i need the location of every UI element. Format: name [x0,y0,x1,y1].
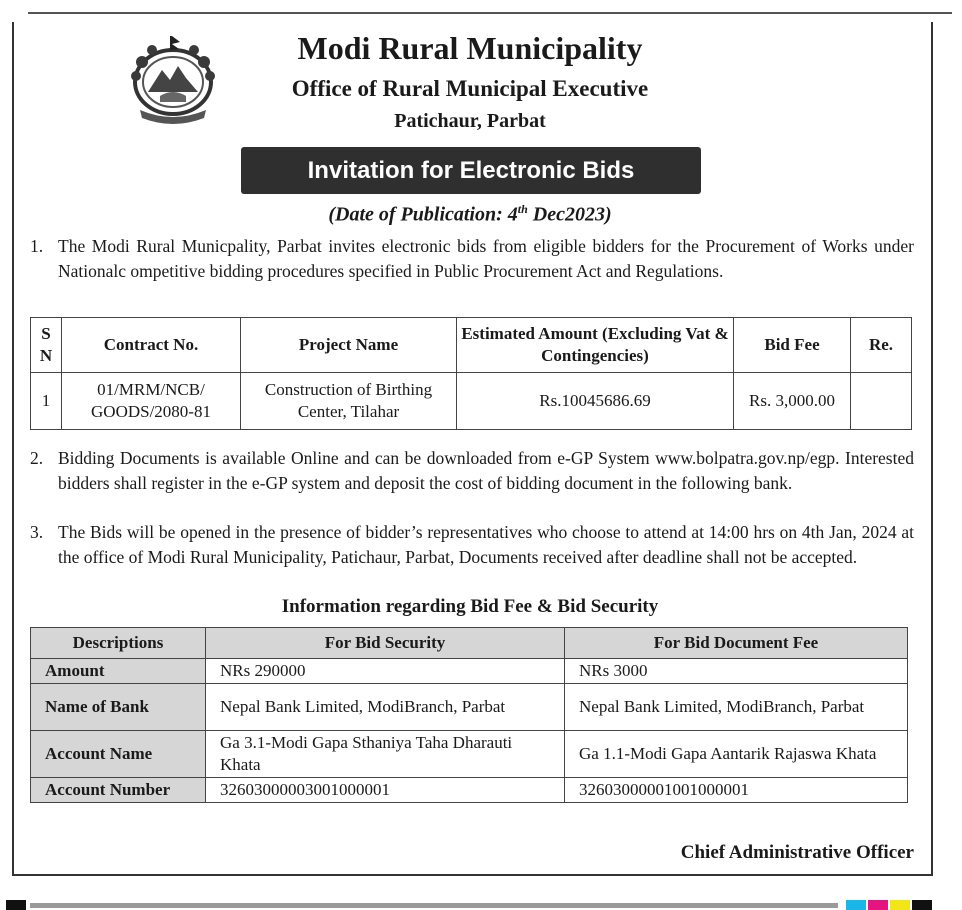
paragraph-3 [30,520,914,569]
paragraph-text: The Bids will be opened in the presence of bidder’s representatives who choose to attend at 14:00 hrs on 4th Jan, 2024 at the office of Modi Rural Municipality, Patichaur, Parbat, Documents received after deadline shall not be accepted. [58,522,914,567]
cell-bid-security: NRs 290000 [206,659,565,684]
row-label: Name of Bank [31,684,206,731]
gray-rule [30,903,838,908]
location-line: Patichaur, Parbat [394,110,546,132]
paragraph-text: The Modi Rural Municpality, Parbat invites electronic bids from eligible bidders for the Procurement of Works under Nationalc ompetitive bidding procedures specified in Public Procurement Act and Regulations. [58,236,914,281]
col-header-bid-security: For Bid Security [206,628,565,659]
paragraph-1 [30,234,914,283]
registration-mark-black [6,900,26,910]
municipality-title: Modi Rural Municipality [297,30,643,66]
table-row [31,731,908,778]
paragraph-number: 3. [30,522,44,542]
table-row [31,778,908,803]
office-subtitle: Office of Rural Municipal Executive [291,76,649,101]
col-header-bid-document-fee: For Bid Document Fee [565,628,908,659]
cell-bid-fee: Rs. 3,000.00 [734,373,851,430]
registration-mark-cyan [846,900,866,910]
invitation-banner: Invitation for Electronic Bids [241,147,701,194]
registration-mark-black [912,900,932,910]
cell-remarks [851,373,912,430]
col-header-bid-fee: Bid Fee [734,318,851,373]
cell-project-name: Construction of Birthing Center, Tilahar [241,373,457,430]
table-row [31,659,908,684]
contract-table [30,317,912,430]
cell-bid-document-fee: Ga 1.1-Modi Gapa Aantarik Rajaswa Khata [565,731,908,778]
col-header-project-name: Project Name [241,318,457,373]
row-label: Account Number [31,778,206,803]
cell-contract-no: 01/MRM/NCB/ GOODS/2080-81 [62,373,241,430]
publication-date-sup: th [517,202,528,216]
publication-date-prefix: (Date of Publication: 4 [328,203,518,226]
paragraph-2 [30,446,914,495]
col-header-sn: S N [31,318,62,373]
cell-bid-document-fee: NRs 3000 [565,659,908,684]
table-header-row [31,318,912,373]
cell-bid-security: Nepal Bank Limited, ModiBranch, Parbat [206,684,565,731]
signature-title: Chief Administrative Officer [680,842,914,863]
publication-date-suffix: Dec2023) [527,203,612,226]
cell-bid-security: 32603000003001000001 [206,778,565,803]
page-top-strip [0,0,962,14]
publication-date [250,202,690,227]
col-header-remarks: Re. [851,318,912,373]
cell-bid-document-fee: 32603000001001000001 [565,778,908,803]
table-row [31,373,912,430]
fee-table [30,627,908,803]
table-header-row [31,628,908,659]
col-header-contract-no: Contract No. [62,318,241,373]
row-label: Amount [31,659,206,684]
row-label: Account Name [31,731,206,778]
fee-section-title: Information regarding Bid Fee & Bid Security [281,596,659,617]
paragraph-number: 2. [30,448,44,468]
cell-bid-security: Ga 3.1-Modi Gapa Sthaniya Taha Dharauti Khata [206,731,565,778]
table-row [31,684,908,731]
cell-bid-document-fee: Nepal Bank Limited, ModiBranch, Parbat [565,684,908,731]
top-rule [28,12,952,14]
paragraph-number: 1. [30,236,44,256]
col-header-descriptions: Descriptions [31,628,206,659]
cell-estimated-amount: Rs.10045686.69 [457,373,734,430]
paragraph-text: Bidding Documents is available Online and can be downloaded from e-GP System www.bolpatra.gov.np/egp. Interested bidders shall register in the e-GP system and deposit the cost of bidding document in the following bank. [58,448,914,493]
print-registration-bar [0,897,962,910]
registration-mark-yellow [890,900,910,910]
registration-mark-magenta [868,900,888,910]
col-header-estimated-amount: Estimated Amount (Excluding Vat & Contingencies) [457,318,734,373]
cell-sn: 1 [31,373,62,430]
